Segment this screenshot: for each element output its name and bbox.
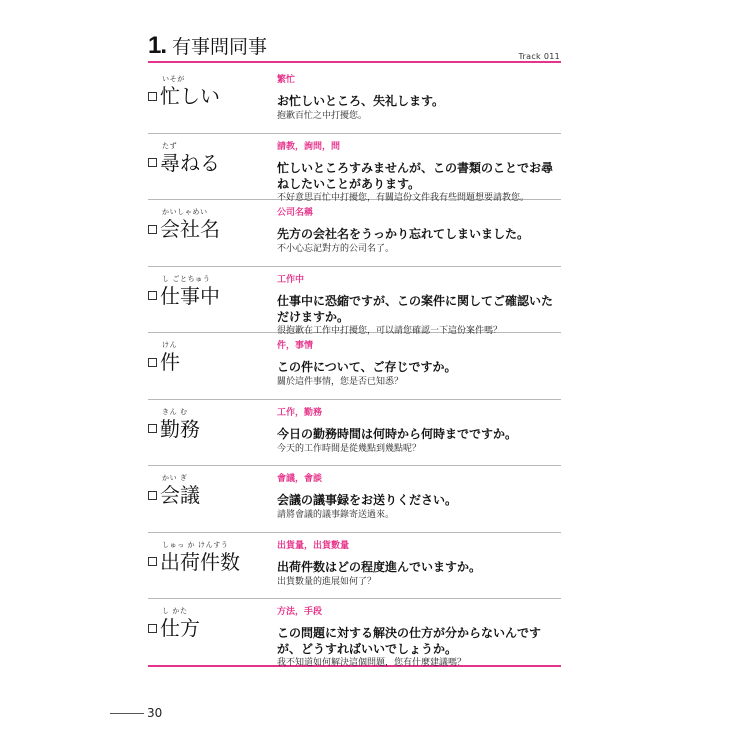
term-meaning: 公司名稱 [277, 208, 314, 218]
example-translation: 請將會議的議事錄寄送過來。 [277, 510, 395, 520]
term-meaning: 件，事情 [277, 341, 314, 351]
example-sentence: お忙しいところ、失礼します。 [277, 94, 445, 108]
vocab-entry [148, 67, 561, 134]
example-translation: 很抱歉在工作中打擾您，可以請您確認一下這份案件嗎？ [277, 325, 503, 336]
example-sentence: 先方の会社名をうっかり忘れてしまいました。 [277, 227, 530, 241]
vocab-entry [148, 134, 561, 201]
term-word: 件 [160, 350, 180, 374]
term-word: 尋ねる [160, 150, 220, 175]
term-reading: きん む [162, 407, 188, 416]
vocab-entry [148, 400, 561, 467]
example-translation: 今天的工作時間是從幾點到幾點呢？ [277, 443, 422, 454]
example-translation: 不好意思百忙中打擾您，有關這份文件我有些問題想要請教您。 [277, 192, 530, 203]
checkbox[interactable] [148, 291, 157, 300]
example-sentence: この問題に対する解決の仕方が分からないんですが、どうすればいいでしょうか。 [277, 626, 542, 656]
page-number [110, 706, 162, 720]
vocab-entry [148, 466, 561, 533]
term-word: 忙しい [160, 84, 220, 108]
vocabulary-list [148, 67, 561, 667]
term-word: 会社名 [160, 217, 220, 241]
page-number-text: 30 [147, 706, 163, 720]
term-reading: かい ぎ [162, 474, 188, 482]
vocab-entry [148, 333, 561, 400]
page-title [148, 32, 267, 62]
section-number: 1. [148, 32, 167, 59]
term-meaning: 工作，勤務 [277, 407, 323, 418]
checkbox[interactable] [148, 491, 157, 500]
checkbox[interactable] [148, 557, 157, 566]
example-sentence: この件について、ご存じですか。 [277, 360, 457, 374]
title-underline [148, 61, 561, 63]
checkbox[interactable] [148, 92, 157, 101]
term-reading: いそが [162, 75, 185, 83]
term-reading: けん [162, 341, 178, 349]
term-reading: しゅっ か けんすう [162, 540, 229, 549]
term-meaning: 工作中 [277, 274, 305, 285]
term-word: 仕方 [160, 616, 200, 640]
term-word: 出荷件数 [160, 549, 240, 574]
term-word: 会議 [160, 483, 200, 507]
vocab-entry [148, 599, 561, 667]
term-reading: し かた [162, 607, 188, 615]
term-meaning: 會議，會談 [277, 474, 323, 484]
term-reading: たず [162, 141, 178, 150]
example-translation: 我不知道如何解決這個問題，您有什麼建議嗎？ [277, 658, 467, 668]
example-translation: 關於這件事情，您是否已知悉？ [277, 377, 404, 387]
page-number-rule [110, 713, 144, 714]
checkbox[interactable] [148, 624, 157, 633]
term-meaning: 出貨量，出貨數量 [277, 540, 350, 551]
term-reading: し ごとちゅう [162, 274, 211, 283]
term-meaning: 方法，手段 [277, 607, 323, 617]
example-translation: 出貨數量的進展如何了？ [277, 576, 377, 587]
term-meaning: 繁忙 [277, 75, 296, 85]
checkbox[interactable] [148, 358, 157, 367]
section-title: 有事問同事 [172, 36, 268, 58]
vocab-entry [148, 267, 561, 334]
term-word: 勤務 [160, 416, 200, 441]
example-sentence: 仕事中に恐縮ですが、この案件に関してご確認いただけますか。 [277, 293, 554, 324]
checkbox[interactable] [148, 225, 157, 234]
checkbox[interactable] [148, 424, 157, 433]
example-translation: 抱歉百忙之中打擾您。 [277, 111, 368, 121]
term-word: 仕事中 [160, 283, 220, 308]
example-sentence: 出荷件数はどの程度進んでいますか。 [277, 559, 482, 574]
term-meaning: 請教，詢問，問 [277, 141, 341, 152]
term-reading: かいしゃめい [162, 208, 208, 216]
vocab-entry [148, 533, 561, 600]
vocab-entry [148, 200, 561, 267]
example-sentence: 今日の勤務時間は何時から何時までですか。 [277, 426, 518, 441]
example-sentence: 会議の議事録をお送りください。 [277, 493, 458, 507]
checkbox[interactable] [148, 158, 157, 167]
example-translation: 不小心忘記對方的公司名了。 [277, 244, 395, 254]
track-label: Track 011 [518, 52, 560, 61]
example-sentence: 忙しいところすみませんが、この書類のことでお尋ねしたいことがあります。 [277, 160, 554, 191]
